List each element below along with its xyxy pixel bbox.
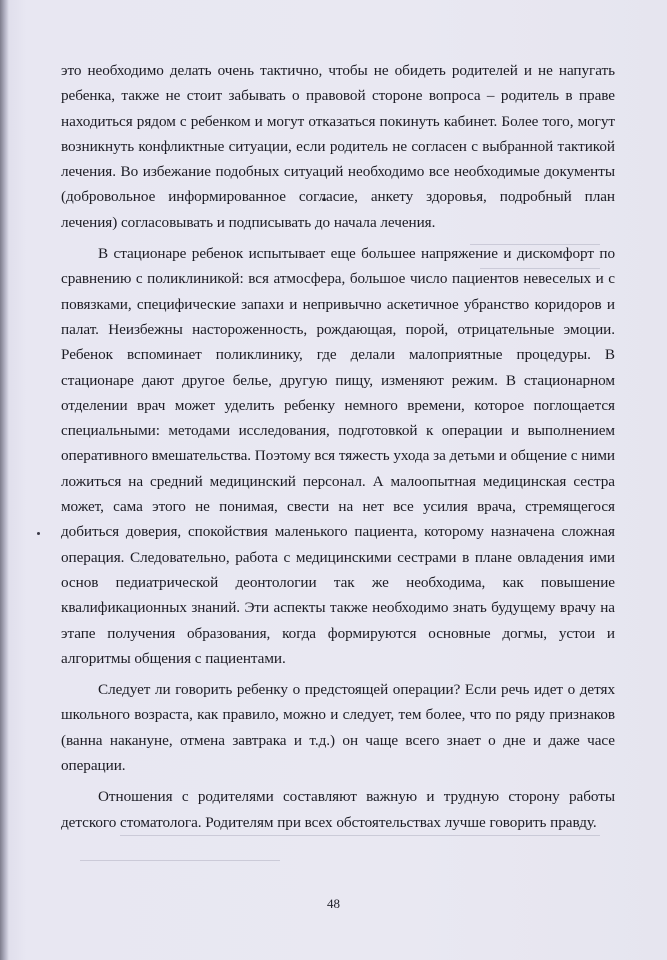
paragraph-1: это необходимо делать очень тактично, чтобы не обидеть родителей и не напугать ребенка, также не стоит забывать о правовой стороне вопроса – родитель в праве находиться рядом с ребенком и могут отказаться покинуть кабинет. Более того, могут возникнуть конфликтные ситуации, если родитель не согласен с выбранной тактикой лечения. Во избежание подобных ситуаций необходимо все необходимые документы (добровольное информированное согласие, анкету здоровья, подробный план лечения) согласовывать и подписывать до начала лечения.	[61, 62, 615, 231]
binding-gutter-shadow	[0, 0, 9, 960]
page-number: 48	[327, 896, 340, 911]
paragraph-4: Отношения с родителями составляют важную и трудную сторону работы детского стоматолога. Родителям при всех обстоятельствах лучше говорить правду.	[61, 788, 615, 831]
scan-speck	[37, 532, 40, 535]
paragraph-3: Следует ли говорить ребенку о предстоящей операции? Если речь идет о детях школьного возраста, как правило, можно и следует, тем более, что по ряду признаков (ванна накануне, отмена завтрака и т.д.) он чаще всего знает о дне и даже часе операции.	[61, 681, 615, 775]
body-text	[61, 58, 615, 835]
bleed-through-line	[120, 835, 600, 836]
paragraph-2: В стационаре ребенок испытывает еще большее напряжение и дискомфорт по сравнению с поликлиникой: вся атмосфера, большое число пациентов невеселых и с повязками, специфические запахи и непривычно аскетичное убранство коридоров и палат. Неизбежны настороженность, рождающая, порой, отрицательные эмоции. Ребенок вспоминает поликлинику, где делали малоприятные процедуры. В стационаре дают другое белье, другую пищу, изменяют режим. В стационарном отделении врач может уделить ребенку немного времени, которое поглощается специальными: методами исследования, подготовкой к операции и выполнением оперативного вмешательства. Поэтому вся тяжесть ухода за детьми и общение с ними ложиться на средний медицинский персонал. А малоопытная медицинская сестра может, сама этого не понимая, свести на нет все усилия врача, стремящегося добиться доверия, спокойствия маленького пациента, которому назначена сложная операция. Следовательно, работа с медицинскими сестрами в плане овладения ими основ педиатрической деонтологии так же необходима, как повышение квалификационных знаний. Эти аспекты также необходимо знать будущему врачу на этапе получения образования, когда формируются основные догмы, устои и алгоритмы общения с пациентами.	[61, 245, 615, 667]
bleed-through-line	[80, 860, 280, 861]
